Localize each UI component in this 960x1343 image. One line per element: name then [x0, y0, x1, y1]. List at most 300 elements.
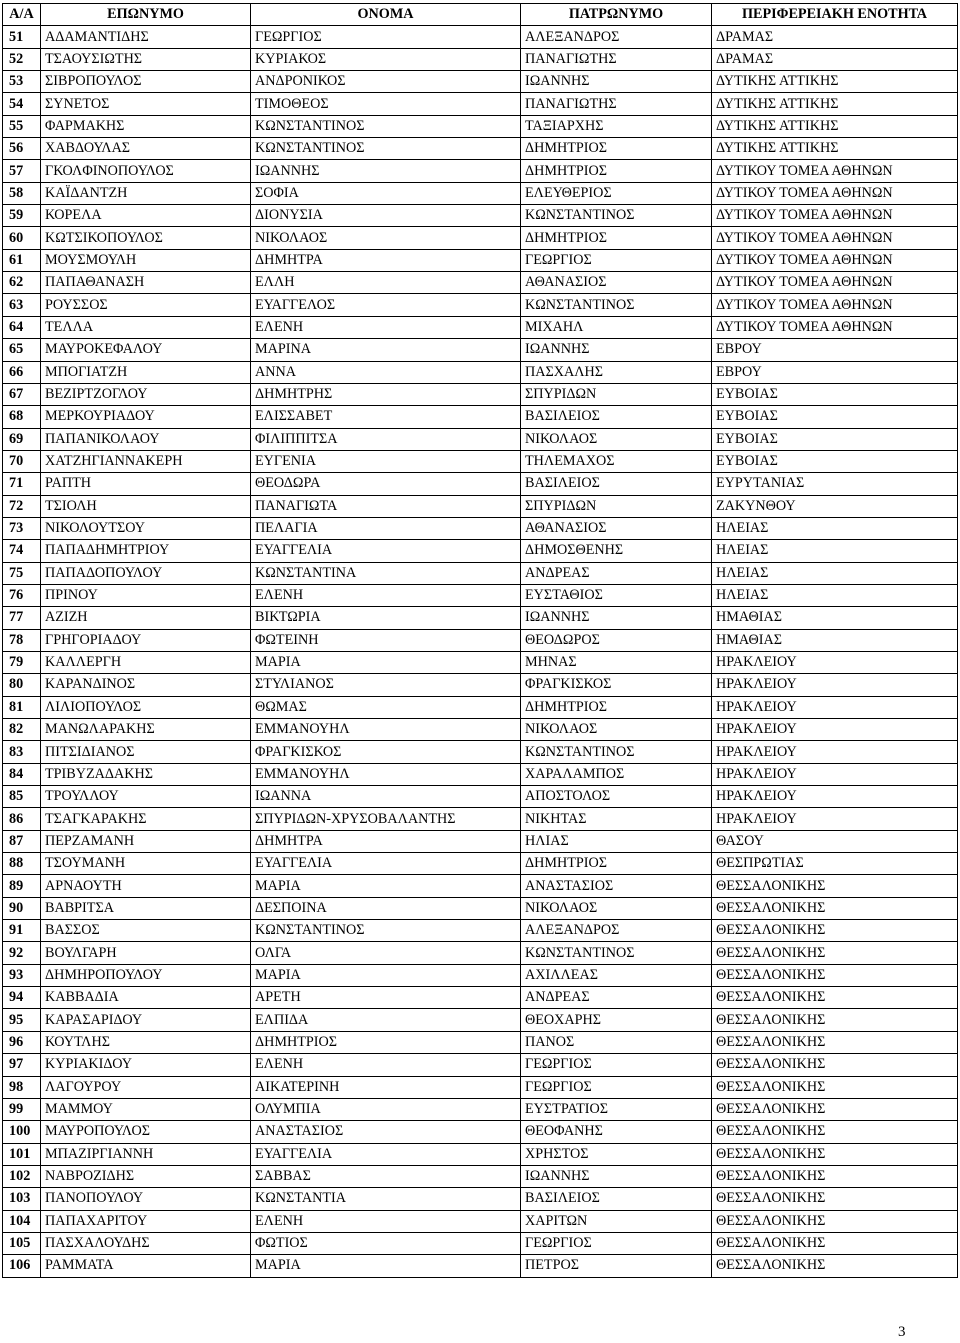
row-number-cell: 94: [3, 987, 41, 1009]
regional-unit-cell: ΘΕΣΣΑΛΟΝΙΚΗΣ: [712, 987, 958, 1009]
surname-cell: ΜΑΥΡΟΚΕΦΑΛΟΥ: [41, 339, 251, 361]
surname-cell: ΚΩΤΣΙΚΟΠΟΥΛΟΣ: [41, 227, 251, 249]
table-row: [3, 719, 958, 741]
name-cell: ΕΜΜΑΝΟΥΗΛ: [251, 763, 521, 785]
patronymic-cell: ΑΛΕΞΑΝΔΡΟΣ: [521, 920, 712, 942]
name-cell: ΕΥΑΓΓΕΛΙΑ: [251, 1143, 521, 1165]
table-row: [3, 920, 958, 942]
regional-unit-cell: ΗΡΑΚΛΕΙΟΥ: [712, 719, 958, 741]
surname-cell: ΦΑΡΜΑΚΗΣ: [41, 115, 251, 137]
patronymic-cell: ΓΕΩΡΓΙΟΣ: [521, 1054, 712, 1076]
table-row: [3, 875, 958, 897]
name-cell: ΠΕΛΑΓΙΑ: [251, 517, 521, 539]
surname-cell: ΜΑΜΜΟΥ: [41, 1098, 251, 1120]
row-number-cell: 91: [3, 920, 41, 942]
row-number-cell: 87: [3, 830, 41, 852]
table-row: [3, 1054, 958, 1076]
table-row: [3, 26, 958, 48]
regional-unit-cell: ΔΥΤΙΚΗΣ ΑΤΤΙΚΗΣ: [712, 71, 958, 93]
name-cell: ΑΙΚΑΤΕΡΙΝΗ: [251, 1076, 521, 1098]
patronymic-cell: ΘΕΟΧΑΡΗΣ: [521, 1009, 712, 1031]
row-number-cell: 70: [3, 450, 41, 472]
regional-unit-cell: ΔΥΤΙΚΟΥ ΤΟΜΕΑ ΑΘΗΝΩΝ: [712, 205, 958, 227]
surname-cell: ΠΑΣΧΑΛΟΥΔΗΣ: [41, 1232, 251, 1254]
patronymic-cell: ΣΠΥΡΙΔΩΝ: [521, 383, 712, 405]
surname-cell: ΜΑΝΩΛΑΡΑΚΗΣ: [41, 719, 251, 741]
row-number-cell: 62: [3, 272, 41, 294]
surname-cell: ΒΕΖΙΡΤΖΟΓΛΟΥ: [41, 383, 251, 405]
name-cell: ΘΕΟΔΩΡΑ: [251, 473, 521, 495]
regional-unit-cell: ΘΕΣΠΡΩΤΙΑΣ: [712, 853, 958, 875]
row-number-cell: 60: [3, 227, 41, 249]
row-number-cell: 66: [3, 361, 41, 383]
row-number-cell: 104: [3, 1210, 41, 1232]
surname-cell: ΛΑΓΟΥΡΟΥ: [41, 1076, 251, 1098]
name-cell: ΜΑΡΙΑ: [251, 875, 521, 897]
table-row: [3, 942, 958, 964]
name-cell: ΣΟΦΙΑ: [251, 182, 521, 204]
regional-unit-cell: ΗΛΕΙΑΣ: [712, 584, 958, 606]
row-number-cell: 102: [3, 1165, 41, 1187]
name-cell: ΘΩΜΑΣ: [251, 696, 521, 718]
name-cell: ΕΛΛΗ: [251, 272, 521, 294]
name-cell: ΚΩΝΣΤΑΝΤΙΝΟΣ: [251, 920, 521, 942]
name-cell: ΒΙΚΤΩΡΙΑ: [251, 607, 521, 629]
row-number-cell: 69: [3, 428, 41, 450]
regional-unit-cell: ΕΥΒΟΙΑΣ: [712, 383, 958, 405]
regional-unit-cell: ΗΡΑΚΛΕΙΟΥ: [712, 651, 958, 673]
surname-cell: ΤΣΟΥΜΑΝΗ: [41, 853, 251, 875]
name-cell: ΕΛΕΝΗ: [251, 584, 521, 606]
surname-cell: ΣΥΝΕΤΟΣ: [41, 93, 251, 115]
name-cell: ΦΩΤΙΟΣ: [251, 1232, 521, 1254]
table-row: [3, 182, 958, 204]
regional-unit-cell: ΕΒΡΟΥ: [712, 339, 958, 361]
header-row: [3, 4, 958, 26]
table-row: [3, 651, 958, 673]
name-cell: ΜΑΡΙΑ: [251, 651, 521, 673]
name-cell: ΔΙΟΝΥΣΙΑ: [251, 205, 521, 227]
table-row: [3, 316, 958, 338]
regional-unit-cell: ΔΥΤΙΚΟΥ ΤΟΜΕΑ ΑΘΗΝΩΝ: [712, 182, 958, 204]
row-number-cell: 67: [3, 383, 41, 405]
regional-unit-cell: ΔΥΤΙΚΟΥ ΤΟΜΕΑ ΑΘΗΝΩΝ: [712, 294, 958, 316]
row-number-cell: 100: [3, 1121, 41, 1143]
patronymic-cell: ΑΝΔΡΕΑΣ: [521, 987, 712, 1009]
surname-cell: ΜΠΑΖΙΡΓΙΑΝΝΗ: [41, 1143, 251, 1165]
name-cell: ΚΩΝΣΤΑΝΤΙΝΑ: [251, 562, 521, 584]
patronymic-cell: ΠΑΣΧΑΛΗΣ: [521, 361, 712, 383]
regional-unit-cell: ΘΕΣΣΑΛΟΝΙΚΗΣ: [712, 875, 958, 897]
surname-cell: ΒΟΥΛΓΑΡΗ: [41, 942, 251, 964]
patronymic-cell: ΔΗΜΟΣΘΕΝΗΣ: [521, 540, 712, 562]
regional-unit-cell: ΘΕΣΣΑΛΟΝΙΚΗΣ: [712, 1031, 958, 1053]
table-row: [3, 741, 958, 763]
patronymic-cell: ΓΕΩΡΓΙΟΣ: [521, 249, 712, 271]
patronymic-cell: ΙΩΑΝΝΗΣ: [521, 1165, 712, 1187]
patronymic-cell: ΑΧΙΛΛΕΑΣ: [521, 964, 712, 986]
table-row: [3, 763, 958, 785]
row-number-cell: 103: [3, 1188, 41, 1210]
table-row: [3, 1076, 958, 1098]
row-number-cell: 65: [3, 339, 41, 361]
patronymic-cell: ΘΕΟΔΩΡΟΣ: [521, 629, 712, 651]
patronymic-cell: ΔΗΜΗΤΡΙΟΣ: [521, 853, 712, 875]
table-row: [3, 495, 958, 517]
patronymic-cell: ΠΑΝΟΣ: [521, 1031, 712, 1053]
row-number-cell: 99: [3, 1098, 41, 1120]
regional-unit-cell: ΕΥΡΥΤΑΝΙΑΣ: [712, 473, 958, 495]
name-cell: ΚΩΝΣΤΑΝΤΙΝΟΣ: [251, 138, 521, 160]
name-cell: ΦΙΛΙΠΠΙΤΣΑ: [251, 428, 521, 450]
regional-unit-cell: ΔΥΤΙΚΗΣ ΑΤΤΙΚΗΣ: [712, 115, 958, 137]
regional-unit-cell: ΗΛΕΙΑΣ: [712, 562, 958, 584]
name-cell: ΑΝΑΣΤΑΣΙΟΣ: [251, 1121, 521, 1143]
row-number-cell: 77: [3, 607, 41, 629]
table-row: [3, 674, 958, 696]
column-header-name: ΟΝΟΜΑ: [251, 4, 521, 26]
patronymic-cell: ΑΘΑΝΑΣΙΟΣ: [521, 272, 712, 294]
table-row: [3, 71, 958, 93]
patronymic-cell: ΝΙΚΟΛΑΟΣ: [521, 897, 712, 919]
patronymic-cell: ΜΗΝΑΣ: [521, 651, 712, 673]
regional-unit-cell: ΖΑΚΥΝΘΟΥ: [712, 495, 958, 517]
name-cell: ΑΡΕΤΗ: [251, 987, 521, 1009]
table-row: [3, 987, 958, 1009]
surname-cell: ΧΑΤΖΗΓΙΑΝΝΑΚΕΡΗ: [41, 450, 251, 472]
patronymic-cell: ΠΑΝΑΓΙΩΤΗΣ: [521, 93, 712, 115]
name-cell: ΚΥΡΙΑΚΟΣ: [251, 48, 521, 70]
regional-unit-cell: ΘΕΣΣΑΛΟΝΙΚΗΣ: [712, 942, 958, 964]
name-cell: ΔΗΜΗΤΡΙΟΣ: [251, 1031, 521, 1053]
surname-cell: ΚΑΡΑΝΔΙΝΟΣ: [41, 674, 251, 696]
table-row: [3, 696, 958, 718]
name-cell: ΙΩΑΝΝΗΣ: [251, 160, 521, 182]
patronymic-cell: ΣΠΥΡΙΔΩΝ: [521, 495, 712, 517]
patronymic-cell: ΠΑΝΑΓΙΩΤΗΣ: [521, 48, 712, 70]
column-header-patronymic: ΠΑΤΡΩΝΥΜΟ: [521, 4, 712, 26]
name-cell: ΝΙΚΟΛΑΟΣ: [251, 227, 521, 249]
table-row: [3, 607, 958, 629]
patronymic-cell: ΘΕΟΦΑΝΗΣ: [521, 1121, 712, 1143]
patronymic-cell: ΧΑΡΙΤΩΝ: [521, 1210, 712, 1232]
patronymic-cell: ΜΙΧΑΗΛ: [521, 316, 712, 338]
surname-cell: ΚΑΛΛΕΡΓΗ: [41, 651, 251, 673]
surname-cell: ΤΕΛΛΑ: [41, 316, 251, 338]
name-cell: ΤΙΜΟΘΕΟΣ: [251, 93, 521, 115]
row-number-cell: 63: [3, 294, 41, 316]
row-number-cell: 79: [3, 651, 41, 673]
patronymic-cell: ΧΑΡΑΛΑΜΠΟΣ: [521, 763, 712, 785]
table-row: [3, 227, 958, 249]
patronymic-cell: ΓΕΩΡΓΙΟΣ: [521, 1076, 712, 1098]
table-row: [3, 1143, 958, 1165]
surname-cell: ΠΙΤΣΙΔΙΑΝΟΣ: [41, 741, 251, 763]
surname-cell: ΠΑΠΑΧΑΡΙΤΟΥ: [41, 1210, 251, 1232]
table-row: [3, 249, 958, 271]
row-number-cell: 97: [3, 1054, 41, 1076]
row-number-cell: 81: [3, 696, 41, 718]
name-cell: ΣΑΒΒΑΣ: [251, 1165, 521, 1187]
surname-cell: ΠΕΡΖΑΜΑΝΗ: [41, 830, 251, 852]
surname-cell: ΚΑΒΒΑΔΙΑ: [41, 987, 251, 1009]
column-header-regional-unit: ΠΕΡΙΦΕΡΕΙΑΚΗ ΕΝΟΤΗΤΑ: [712, 4, 958, 26]
patronymic-cell: ΒΑΣΙΛΕΙΟΣ: [521, 1188, 712, 1210]
surname-cell: ΡΑΜΜΑΤΑ: [41, 1255, 251, 1277]
surname-cell: ΜΠΟΓΙΑΤΖΗ: [41, 361, 251, 383]
table-row: [3, 1188, 958, 1210]
row-number-cell: 80: [3, 674, 41, 696]
row-number-cell: 78: [3, 629, 41, 651]
table-row: [3, 1210, 958, 1232]
name-cell: ΣΠΥΡΙΔΩΝ-ΧΡΥΣΟΒΑΛΑΝΤΗΣ: [251, 808, 521, 830]
name-cell: ΕΛΕΝΗ: [251, 316, 521, 338]
row-number-cell: 89: [3, 875, 41, 897]
row-number-cell: 58: [3, 182, 41, 204]
table-row: [3, 540, 958, 562]
patronymic-cell: ΝΙΚΗΤΑΣ: [521, 808, 712, 830]
table-row: [3, 406, 958, 428]
row-number-cell: 96: [3, 1031, 41, 1053]
table-row: [3, 428, 958, 450]
regional-unit-cell: ΕΒΡΟΥ: [712, 361, 958, 383]
patronymic-cell: ΗΛΙΑΣ: [521, 830, 712, 852]
regional-unit-cell: ΗΡΑΚΛΕΙΟΥ: [712, 741, 958, 763]
surname-cell: ΝΑΒΡΟΖΙΔΗΣ: [41, 1165, 251, 1187]
regional-unit-cell: ΕΥΒΟΙΑΣ: [712, 406, 958, 428]
patronymic-cell: ΒΑΣΙΛΕΙΟΣ: [521, 473, 712, 495]
surname-cell: ΑΖΙΖΗ: [41, 607, 251, 629]
patronymic-cell: ΕΥΣΤΡΑΤΙΟΣ: [521, 1098, 712, 1120]
table-row: [3, 964, 958, 986]
surname-cell: ΤΣΙΟΛΗ: [41, 495, 251, 517]
row-number-cell: 76: [3, 584, 41, 606]
surname-cell: ΤΡΟΥΛΛΟΥ: [41, 786, 251, 808]
name-cell: ΜΑΡΙΝΑ: [251, 339, 521, 361]
name-cell: ΕΥΑΓΓΕΛΟΣ: [251, 294, 521, 316]
patronymic-cell: ΑΝΔΡΕΑΣ: [521, 562, 712, 584]
table-row: [3, 473, 958, 495]
patronymic-cell: ΔΗΜΗΤΡΙΟΣ: [521, 160, 712, 182]
table-body: [3, 26, 958, 1277]
name-cell: ΚΩΝΣΤΑΝΤΙΑ: [251, 1188, 521, 1210]
row-number-cell: 88: [3, 853, 41, 875]
row-number-cell: 55: [3, 115, 41, 137]
surname-cell: ΚΥΡΙΑΚΙΔΟΥ: [41, 1054, 251, 1076]
name-cell: ΕΥΑΓΓΕΛΙΑ: [251, 540, 521, 562]
surname-cell: ΤΡΙΒΥΖΑΔΑΚΗΣ: [41, 763, 251, 785]
row-number-cell: 51: [3, 26, 41, 48]
surname-cell: ΡΑΠΤΗ: [41, 473, 251, 495]
regional-unit-cell: ΔΥΤΙΚΟΥ ΤΟΜΕΑ ΑΘΗΝΩΝ: [712, 227, 958, 249]
surname-cell: ΤΣΑΟΥΣΙΩΤΗΣ: [41, 48, 251, 70]
patronymic-cell: ΒΑΣΙΛΕΙΟΣ: [521, 406, 712, 428]
surname-cell: ΓΡΗΓΟΡΙΑΔΟΥ: [41, 629, 251, 651]
regional-unit-cell: ΘΕΣΣΑΛΟΝΙΚΗΣ: [712, 1054, 958, 1076]
table-row: [3, 93, 958, 115]
name-cell: ΑΝΝΑ: [251, 361, 521, 383]
surname-cell: ΑΡΝΑΟΥΤΗ: [41, 875, 251, 897]
patronymic-cell: ΝΙΚΟΛΑΟΣ: [521, 719, 712, 741]
row-number-cell: 53: [3, 71, 41, 93]
patronymic-cell: ΙΩΑΝΝΗΣ: [521, 339, 712, 361]
column-header-aa: Α/Α: [3, 4, 41, 26]
surname-cell: ΓΚΟΛΦΙΝΟΠΟΥΛΟΣ: [41, 160, 251, 182]
row-number-cell: 54: [3, 93, 41, 115]
name-cell: ΕΥΓΕΝΙΑ: [251, 450, 521, 472]
surname-cell: ΧΑΒΔΟΥΛΑΣ: [41, 138, 251, 160]
surname-cell: ΒΑΣΣΟΣ: [41, 920, 251, 942]
surname-cell: ΠΑΠΑΔΟΠΟΥΛΟΥ: [41, 562, 251, 584]
name-cell: ΕΥΑΓΓΕΛΙΑ: [251, 853, 521, 875]
name-cell: ΔΗΜΗΤΡΗΣ: [251, 383, 521, 405]
regional-unit-cell: ΔΥΤΙΚΟΥ ΤΟΜΕΑ ΑΘΗΝΩΝ: [712, 160, 958, 182]
row-number-cell: 90: [3, 897, 41, 919]
patronymic-cell: ΑΘΑΝΑΣΙΟΣ: [521, 517, 712, 539]
table-row: [3, 450, 958, 472]
surname-cell: ΣΙΒΡΟΠΟΥΛΟΣ: [41, 71, 251, 93]
surname-cell: ΠΑΠΑΔΗΜΗΤΡΙΟΥ: [41, 540, 251, 562]
patronymic-cell: ΙΩΑΝΝΗΣ: [521, 71, 712, 93]
surname-cell: ΚΑΪΔΑΝΤΖΗ: [41, 182, 251, 204]
surname-cell: ΛΙΛΙΟΠΟΥΛΟΣ: [41, 696, 251, 718]
regional-unit-cell: ΗΡΑΚΛΕΙΟΥ: [712, 763, 958, 785]
patronymic-cell: ΚΩΝΣΤΑΝΤΙΝΟΣ: [521, 942, 712, 964]
patronymic-cell: ΦΡΑΓΚΙΣΚΟΣ: [521, 674, 712, 696]
regional-unit-cell: ΕΥΒΟΙΑΣ: [712, 428, 958, 450]
table-row: [3, 138, 958, 160]
table-row: [3, 1165, 958, 1187]
surname-cell: ΜΟΥΣΜΟΥΛΗ: [41, 249, 251, 271]
page-number: 3: [898, 1324, 906, 1340]
patronymic-cell: ΚΩΝΣΤΑΝΤΙΝΟΣ: [521, 741, 712, 763]
table-row: [3, 1255, 958, 1277]
regional-unit-cell: ΗΡΑΚΛΕΙΟΥ: [712, 786, 958, 808]
table-row: [3, 1232, 958, 1254]
surname-cell: ΠΡΙΝΟΥ: [41, 584, 251, 606]
patronymic-cell: ΚΩΝΣΤΑΝΤΙΝΟΣ: [521, 294, 712, 316]
regional-unit-cell: ΗΡΑΚΛΕΙΟΥ: [712, 696, 958, 718]
name-cell: ΟΛΥΜΠΙΑ: [251, 1098, 521, 1120]
row-number-cell: 75: [3, 562, 41, 584]
regional-unit-cell: ΗΜΑΘΙΑΣ: [712, 629, 958, 651]
row-number-cell: 52: [3, 48, 41, 70]
patronymic-cell: ΑΝΑΣΤΑΣΙΟΣ: [521, 875, 712, 897]
regional-unit-cell: ΘΕΣΣΑΛΟΝΙΚΗΣ: [712, 964, 958, 986]
surname-cell: ΜΑΥΡΟΠΟΥΛΟΣ: [41, 1121, 251, 1143]
regional-unit-cell: ΗΛΕΙΑΣ: [712, 540, 958, 562]
regional-unit-cell: ΔΥΤΙΚΟΥ ΤΟΜΕΑ ΑΘΗΝΩΝ: [712, 249, 958, 271]
surname-cell: ΡΟΥΣΣΟΣ: [41, 294, 251, 316]
row-number-cell: 95: [3, 1009, 41, 1031]
regional-unit-cell: ΘΕΣΣΑΛΟΝΙΚΗΣ: [712, 1098, 958, 1120]
table-row: [3, 808, 958, 830]
surname-cell: ΒΑΒΡΙΤΣΑ: [41, 897, 251, 919]
regional-unit-cell: ΔΥΤΙΚΟΥ ΤΟΜΕΑ ΑΘΗΝΩΝ: [712, 272, 958, 294]
table-row: [3, 1009, 958, 1031]
surname-cell: ΠΑΠΑΘΑΝΑΣΗ: [41, 272, 251, 294]
table-row: [3, 48, 958, 70]
regional-unit-cell: ΘΕΣΣΑΛΟΝΙΚΗΣ: [712, 1210, 958, 1232]
name-cell: ΣΤΥΛΙΑΝΟΣ: [251, 674, 521, 696]
row-number-cell: 98: [3, 1076, 41, 1098]
regional-unit-cell: ΔΡΑΜΑΣ: [712, 26, 958, 48]
row-number-cell: 71: [3, 473, 41, 495]
surname-cell: ΜΕΡΚΟΥΡΙΑΔΟΥ: [41, 406, 251, 428]
row-number-cell: 86: [3, 808, 41, 830]
surname-cell: ΚΟΡΕΛΑ: [41, 205, 251, 227]
patronymic-cell: ΤΗΛΕΜΑΧΟΣ: [521, 450, 712, 472]
regional-unit-cell: ΘΕΣΣΑΛΟΝΙΚΗΣ: [712, 1165, 958, 1187]
name-cell: ΕΛΙΣΣΑΒΕΤ: [251, 406, 521, 428]
table-row: [3, 383, 958, 405]
regional-unit-cell: ΗΜΑΘΙΑΣ: [712, 607, 958, 629]
table-row: [3, 584, 958, 606]
regional-unit-cell: ΔΥΤΙΚΗΣ ΑΤΤΙΚΗΣ: [712, 138, 958, 160]
name-cell: ΕΛΕΝΗ: [251, 1054, 521, 1076]
table-row: [3, 361, 958, 383]
table-row: [3, 339, 958, 361]
row-number-cell: 72: [3, 495, 41, 517]
row-number-cell: 74: [3, 540, 41, 562]
name-cell: ΠΑΝΑΓΙΩΤΑ: [251, 495, 521, 517]
table-row: [3, 517, 958, 539]
table-row: [3, 1098, 958, 1120]
row-number-cell: 82: [3, 719, 41, 741]
regional-unit-cell: ΘΑΣΟΥ: [712, 830, 958, 852]
patronymic-cell: ΔΗΜΗΤΡΙΟΣ: [521, 227, 712, 249]
patronymic-cell: ΕΛΕΥΘΕΡΙΟΣ: [521, 182, 712, 204]
candidates-table: [2, 3, 958, 1278]
name-cell: ΙΩΑΝΝΑ: [251, 786, 521, 808]
name-cell: ΔΕΣΠΟΙΝΑ: [251, 897, 521, 919]
table-row: [3, 897, 958, 919]
name-cell: ΜΑΡΙΑ: [251, 1255, 521, 1277]
regional-unit-cell: ΗΡΑΚΛΕΙΟΥ: [712, 674, 958, 696]
name-cell: ΕΜΜΑΝΟΥΗΛ: [251, 719, 521, 741]
name-cell: ΕΛΕΝΗ: [251, 1210, 521, 1232]
table-row: [3, 115, 958, 137]
regional-unit-cell: ΘΕΣΣΑΛΟΝΙΚΗΣ: [712, 1143, 958, 1165]
regional-unit-cell: ΗΡΑΚΛΕΙΟΥ: [712, 808, 958, 830]
row-number-cell: 68: [3, 406, 41, 428]
regional-unit-cell: ΔΥΤΙΚΟΥ ΤΟΜΕΑ ΑΘΗΝΩΝ: [712, 316, 958, 338]
table-row: [3, 1121, 958, 1143]
patronymic-cell: ΑΠΟΣΤΟΛΟΣ: [521, 786, 712, 808]
name-cell: ΟΛΓΑ: [251, 942, 521, 964]
regional-unit-cell: ΕΥΒΟΙΑΣ: [712, 450, 958, 472]
patronymic-cell: ΤΑΞΙΑΡΧΗΣ: [521, 115, 712, 137]
name-cell: ΔΗΜΗΤΡΑ: [251, 249, 521, 271]
table-row: [3, 294, 958, 316]
row-number-cell: 101: [3, 1143, 41, 1165]
patronymic-cell: ΓΕΩΡΓΙΟΣ: [521, 1232, 712, 1254]
surname-cell: ΔΗΜΗΡΟΠΟΥΛΟΥ: [41, 964, 251, 986]
regional-unit-cell: ΔΥΤΙΚΗΣ ΑΤΤΙΚΗΣ: [712, 93, 958, 115]
surname-cell: ΠΑΠΑΝΙΚΟΛΑΟΥ: [41, 428, 251, 450]
surname-cell: ΚΑΡΑΣΑΡΙΔΟΥ: [41, 1009, 251, 1031]
surname-cell: ΚΟΥΤΛΗΣ: [41, 1031, 251, 1053]
surname-cell: ΤΣΑΓΚΑΡΑΚΗΣ: [41, 808, 251, 830]
table-row: [3, 1031, 958, 1053]
row-number-cell: 73: [3, 517, 41, 539]
regional-unit-cell: ΘΕΣΣΑΛΟΝΙΚΗΣ: [712, 1232, 958, 1254]
table-row: [3, 272, 958, 294]
patronymic-cell: ΚΩΝΣΤΑΝΤΙΝΟΣ: [521, 205, 712, 227]
row-number-cell: 92: [3, 942, 41, 964]
regional-unit-cell: ΘΕΣΣΑΛΟΝΙΚΗΣ: [712, 1121, 958, 1143]
patronymic-cell: ΧΡΗΣΤΟΣ: [521, 1143, 712, 1165]
